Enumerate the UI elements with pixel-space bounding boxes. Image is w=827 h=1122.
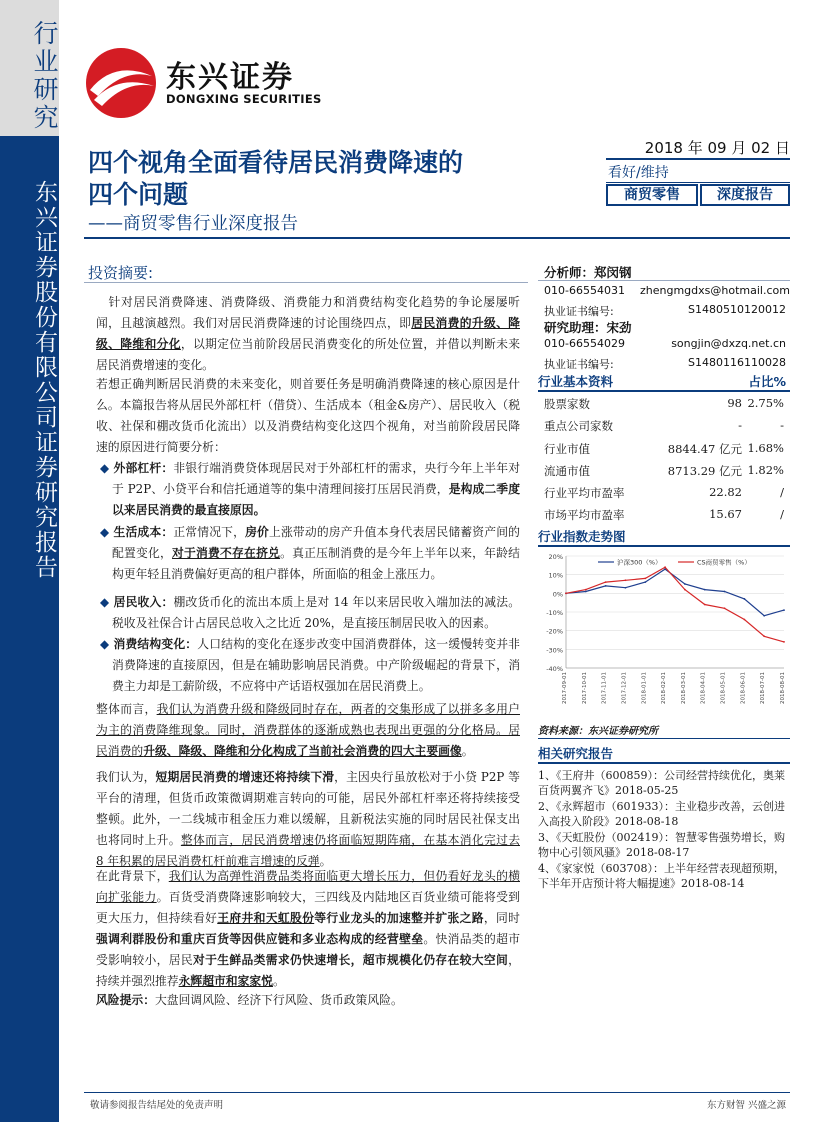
y-tick-label: -40% — [546, 665, 563, 673]
text: ，同时 — [483, 911, 520, 925]
abstract-heading: 投资摘要: — [88, 264, 154, 282]
text: ，以期定位当前阶段居民消费变化的所处位置，并借以判断未来居民消费增速的变化。 — [96, 337, 520, 372]
x-tick-label: 2018-05-01 — [720, 672, 727, 704]
series-point — [605, 585, 607, 587]
series-point — [684, 589, 686, 591]
logo-name-cn: 东兴证券 — [166, 60, 294, 95]
bullet-title: 生活成本： — [113, 525, 174, 539]
text: 正常情况下， — [173, 525, 246, 539]
report-title-line1: 四个视角全面看待居民消费降速的 — [88, 148, 464, 177]
row-value: - — [738, 418, 742, 432]
underlined: 我们认为消费升级和降级同时存在，两者的交集形成了以拼多多用户为主的消费降维现象。同时，消费群体的逐渐成熟也表现出更强的分化格局。居民消费的 — [96, 702, 520, 758]
series-line-1 — [566, 569, 784, 616]
footer-slogan: 东方财智 兴盛之源 — [706, 1100, 786, 1111]
bullet-icon: ◆ — [100, 461, 114, 475]
bullet-title: 外部杠杆： — [113, 461, 174, 475]
y-tick-label: -30% — [546, 646, 563, 655]
basics-row — [544, 418, 784, 436]
risk-warning — [96, 990, 520, 1011]
analyst-2-cert: S1480116110028 — [688, 356, 786, 369]
series-point — [763, 635, 765, 637]
bullet-income — [100, 592, 520, 634]
series-point — [743, 598, 745, 600]
index-trend-chart — [538, 550, 790, 722]
underlined: 整体而言，居民消费增速仍将面临短期阵痛，在基本消化完过去 8 年积累的居民消费杠杆前难言增速的反弹 — [96, 833, 520, 868]
x-tick-label: 2018-07-01 — [760, 672, 767, 704]
report-title-line2: 四个问题 — [88, 180, 189, 209]
analyst-2-email[interactable]: songjin@dxzq.net.cn — [671, 337, 786, 350]
emphasis: 对于消费不存在挤兑 — [172, 546, 281, 560]
x-tick-label: 2018-06-01 — [740, 672, 747, 704]
emphasis: 王府井和天虹股份 — [217, 911, 315, 925]
basics-rule-top — [538, 390, 790, 392]
chart-rule-bottom — [538, 738, 790, 739]
analyst-2-name: 研究助理：宋劲 — [544, 320, 632, 335]
sidebar-company: 东兴证券股份有限公司证券研究报告 — [31, 180, 57, 580]
footer-rule — [84, 1092, 790, 1093]
series-point — [625, 587, 627, 589]
row-label: 市场平均市盈率 — [544, 508, 625, 522]
y-tick-label: 10% — [548, 571, 563, 580]
sidebar-category: 行业研究 — [30, 20, 59, 132]
text: 我们认为， — [96, 770, 156, 784]
series-point — [783, 609, 785, 611]
series-point — [585, 591, 587, 593]
bullet-living-cost — [100, 522, 520, 585]
x-tick-label: 2018-08-01 — [780, 672, 786, 704]
row-value: 8713.29 亿元 — [667, 464, 742, 478]
report-subtitle: ——商贸零售行业深度报告 — [88, 214, 298, 234]
abstract-paragraph-2: 若想正确判断居民消费的未来变化，则首要任务是明确消费降速的核心原因是什么。本篇报告将从居民外部杠杆（借贷）、生活成本（租金&房产）、居民收入（税收、社保和棚改货币化流出）以及消费结构变化这四个视角，对当前阶段居民降速的原因进行简要分析： — [96, 377, 520, 454]
emphasis: 短期居民消费的增速还将持续下滑 — [155, 770, 335, 784]
date-divider — [606, 158, 790, 160]
dongxing-logo-icon — [84, 46, 158, 120]
related-item[interactable]: 2、《永辉超市（601933）：主业稳步改善，云创进入高投入阶段》2018-08-18 — [538, 800, 785, 828]
text: 人口结构的变化在逐步改变中国消费群体，这一缓慢转变并非消费降速的直接原因，但是在辅助影响居民消费。中产阶级崛起的背景下，消费主力却是工薪阶级，不应将中产话语权强加在居民消费上。 — [112, 637, 520, 693]
row-value: 22.82 — [709, 485, 742, 499]
row-label: 行业市值 — [544, 442, 590, 456]
series-point — [724, 591, 726, 593]
series-point — [704, 589, 706, 591]
emphasis: 居民消费的升级、降级、降维和分化 — [96, 316, 520, 351]
report-date: 2018 年 09 月 02 日 — [644, 139, 790, 157]
text: 大盘回调风险、经济下行风险、货币政策风险。 — [155, 993, 403, 1007]
row-ratio: / — [780, 507, 784, 521]
text: 。百货受消费降速影响较大，三四线及内陆地区百货业绩可能将受到更大压力，但持续看好 — [96, 890, 520, 925]
series-point — [743, 619, 745, 621]
series-point — [605, 581, 607, 583]
text: 上涨带动的房产升值本身代表居民储蓄资产间的配置变化， — [112, 525, 520, 560]
industry-tag: 商贸零售 — [606, 184, 698, 206]
analyst-1-name: 分析师：郑闵钢 — [544, 265, 632, 280]
related-item[interactable]: 4、《家家悦（603708）：上半年经营表现超预期，下半年开店预计将大幅提速》2018-08-14 — [538, 862, 785, 890]
analyst-1-cert: S1480510120012 — [688, 303, 786, 316]
series-point — [664, 566, 666, 568]
row-ratio: 2.75% — [747, 396, 784, 410]
emphasis: 永辉超市和家家悦 — [178, 974, 273, 988]
text: 。 — [319, 854, 332, 868]
related-title: 相关研究报告 — [538, 746, 614, 761]
bullet-title: 消费结构变化： — [113, 637, 198, 651]
series-point — [625, 579, 627, 581]
chart-source: 资料来源：东兴证券研究所 — [538, 726, 658, 737]
series-point — [585, 589, 587, 591]
analyst-2-phone: 010-66554029 — [544, 337, 625, 350]
text: 整体而言， — [96, 702, 157, 716]
row-label: 流通市值 — [544, 464, 590, 478]
text: ，主因央行虽放松对于小贷 P2P 等平台的清理，但货币政策微调期难言转向的可能，居民外部杠杆率还将持续接受整顿。此外，一二线城市租金压力难以缓解，且新税法实施的同时居民社保支出也将同时上升。 — [96, 770, 520, 847]
series-point — [684, 583, 686, 585]
report-type-tag: 深度报告 — [700, 184, 790, 206]
row-value: 98 — [727, 396, 742, 410]
row-label: 重点公司家数 — [544, 419, 613, 433]
analyst-2-cert-label: 执业证书编号: — [544, 358, 614, 371]
analyst-1-phone: 010-66554031 — [544, 284, 625, 297]
y-tick-label: 0% — [552, 590, 563, 599]
header-rule — [84, 237, 790, 239]
logo-name-en: DONGXING SECURITIES — [166, 92, 322, 106]
y-tick-label: -10% — [546, 609, 563, 617]
text: 在此背景下， — [96, 869, 169, 883]
abstract-paragraph-3 — [96, 699, 520, 762]
bullet-structure — [100, 634, 520, 697]
abstract-rule — [84, 282, 528, 283]
y-tick-label: 20% — [548, 553, 563, 561]
legend-label: CS商贸零售（%） — [697, 558, 751, 567]
basics-row — [544, 507, 784, 525]
row-ratio: 1.82% — [747, 463, 784, 477]
text: 。 — [461, 744, 474, 758]
related-rule — [538, 762, 790, 764]
related-item[interactable]: 1、《王府井（600859）：公司经营持续优化，奥莱百货两翼齐飞》2018-05-25 — [538, 769, 785, 797]
emphasis: 是构成二季度以来居民消费的最直接原因。 — [112, 482, 520, 517]
bullet-icon: ◆ — [100, 595, 114, 609]
row-label: 行业平均市盈率 — [544, 486, 625, 500]
row-ratio: - — [780, 418, 784, 432]
x-tick-label: 2017-09-01 — [562, 672, 568, 704]
analyst-1-email[interactable]: zhengmgdxs@hotmail.com — [640, 284, 790, 297]
series-point — [724, 607, 726, 609]
bullet-icon: ◆ — [100, 525, 114, 539]
bullet-external-leverage — [100, 458, 520, 521]
text: 棚改货币化的流出本质上是对 14 年以来居民收入端加法的减法。税收及社保合计占居民总收入之比近 20%，是直接压制居民收入的因素。 — [112, 595, 521, 630]
row-label: 股票家数 — [544, 397, 590, 411]
bullet-icon: ◆ — [100, 637, 114, 651]
x-tick-label: 2017-10-01 — [581, 672, 588, 704]
x-tick-label: 2018-01-01 — [641, 672, 648, 704]
emphasis: 强调利群股份和重庆百货等因供应链和多业态构成的经营壁垒 — [96, 932, 424, 946]
basics-row — [544, 485, 784, 503]
row-ratio: 1.68% — [747, 441, 784, 455]
analyst-1-cert-label: 执业证书编号: — [544, 305, 614, 318]
legend-label: 沪深300（%） — [617, 558, 662, 567]
abstract-paragraph-1 — [96, 292, 520, 376]
series-point — [565, 592, 567, 594]
x-tick-label: 2018-03-01 — [680, 672, 687, 704]
row-value: 8844.47 亿元 — [667, 442, 742, 456]
chart-rule-top — [538, 545, 790, 547]
row-ratio: / — [780, 485, 784, 499]
series-point — [704, 604, 706, 606]
series-point — [644, 578, 646, 580]
text: ，持续并强烈推荐 — [96, 953, 520, 988]
footer-disclaimer: 敬请参阅报告结尾处的免责声明 — [90, 1100, 224, 1111]
basics-ratio-header: 占比% — [748, 374, 786, 389]
row-value: 15.67 — [709, 507, 742, 521]
series-point — [644, 581, 646, 583]
emphasis: 房价 — [245, 525, 269, 539]
basics-title: 行业基本资料 — [538, 374, 614, 389]
y-tick-label: -20% — [546, 627, 563, 636]
text: 。真正压制消费的是今年上半年以来，年龄结构更年轻且消费偏好更高的租户群体，所面临的租金上涨压力。 — [112, 546, 520, 581]
x-tick-label: 2018-04-01 — [700, 672, 707, 704]
sidebar — [0, 0, 59, 1122]
emphasis: 对于生鲜品类需求仍快速增长，超市规模化仍存在较大空间 — [192, 953, 509, 967]
underlined: 我们认为高弹性消费品类将面临更大增长压力，但仍看好龙头的横向扩张能力 — [96, 869, 520, 904]
basics-row — [544, 463, 784, 481]
text: 针对居民消费降速、消费降级、消费能力和消费结构变化趋势的争论屡屡听闻，且越演越烈。我们对居民消费降速的讨论围绕四点，即 — [96, 295, 520, 330]
related-item[interactable]: 3、《天虹股份（002419）：智慧零售强势增长，购物中心引领风骚》2018-08-17 — [538, 831, 785, 859]
text: 。快消品类的超市受影响较小，居民 — [96, 932, 520, 967]
bullet-title: 居民收入： — [113, 595, 174, 609]
abstract-paragraph-5 — [96, 866, 520, 992]
x-tick-label: 2017-12-01 — [621, 672, 628, 704]
emphasis: 升级、降级、降维和分化构成了当前社会消费的四大主要画像 — [143, 744, 462, 758]
analyst-rule — [538, 280, 790, 281]
abstract-paragraph-4 — [96, 767, 520, 872]
emphasis: 等行业龙头的加速整并扩张之路 — [314, 911, 484, 925]
chart-title: 行业指数走势图 — [538, 529, 626, 544]
rating-label: 看好/维持 — [608, 165, 669, 181]
basics-row — [544, 396, 784, 414]
series-point — [783, 641, 785, 643]
text: 非银行端消费贷体现居民对于外部杠杆的需求，央行今年上半年对于 P2P、小贷平台和信托通道等的集中清理间接打压居民消费， — [112, 461, 520, 496]
series-point — [763, 615, 765, 617]
x-tick-label: 2018-02-01 — [661, 672, 668, 704]
x-tick-label: 2017-11-01 — [601, 672, 608, 704]
basics-row — [544, 441, 784, 459]
text: 。 — [272, 974, 285, 988]
risk-label: 风险提示： — [96, 993, 155, 1007]
rating-divider — [606, 182, 790, 183]
